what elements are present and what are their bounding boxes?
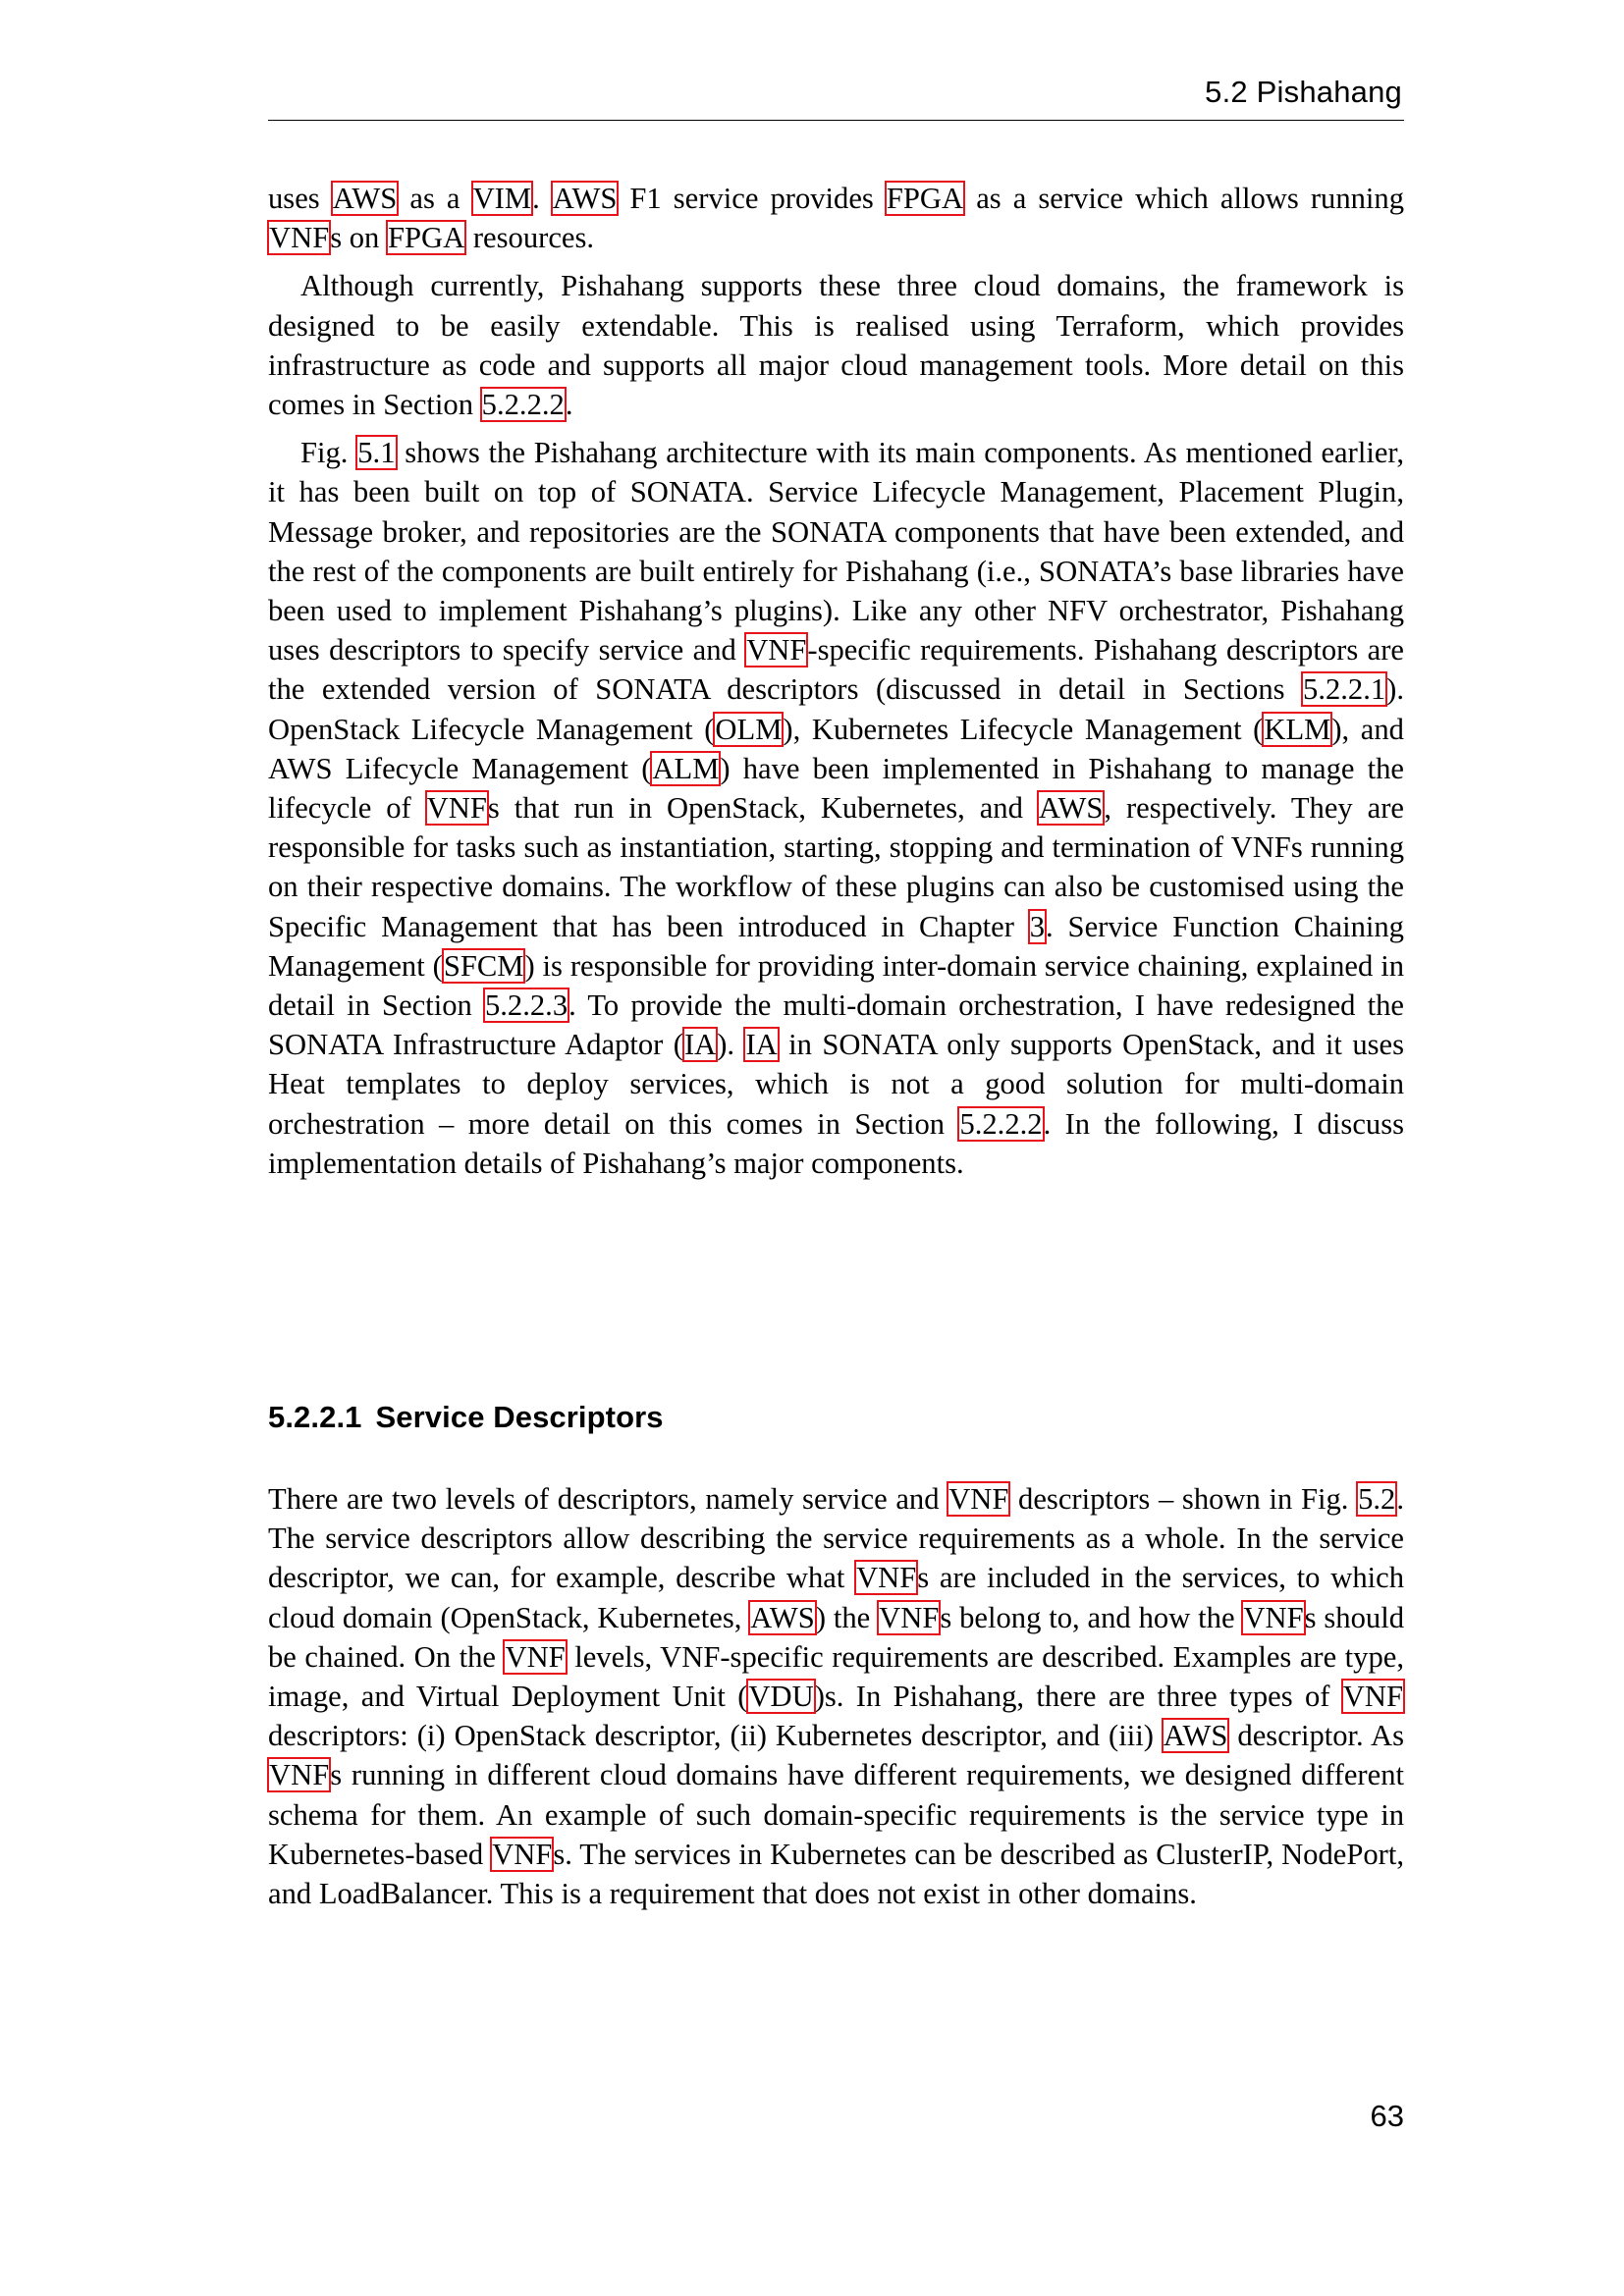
acronym-link-vnf[interactable]: VNF (505, 1639, 566, 1674)
text-span: ), and AWS Lifecycle Management ( (268, 712, 1404, 785)
acronym-link-vnf[interactable]: VNF (879, 1600, 940, 1634)
acronym-link-aws[interactable]: AWS (332, 182, 398, 215)
text-span: s belong to, and how the (940, 1600, 1243, 1634)
text-span: resources. (465, 221, 595, 255)
acronym-link-alm[interactable]: ALM (652, 751, 720, 785)
text-span: Fig. (300, 436, 357, 470)
text-span: s that run in OpenStack, Kubernetes, and (487, 791, 1038, 826)
acronym-link-vnf[interactable]: VNF (269, 221, 330, 255)
text-span: s on (330, 221, 387, 255)
text-span: )s. In Pishahang, there are three types of (814, 1680, 1342, 1714)
text-span: ), Kubernetes Lifecycle Management ( (783, 712, 1264, 746)
acronym-link-vnf[interactable]: VNF (856, 1561, 917, 1595)
figure-link-5-1[interactable]: 5.1 (357, 436, 396, 470)
running-title: 5.2 Pishahang (1205, 75, 1402, 109)
acronym-link-ia[interactable]: IA (745, 1028, 778, 1062)
section-title: Service Descriptors (375, 1400, 664, 1434)
text-span: descriptors: (i) OpenStack descriptor, (ii) Kubernetes descriptor, and (iii) (268, 1719, 1163, 1753)
page-number: 63 (1370, 2099, 1404, 2133)
text-span: ) have been implemented in Pishahang to manage the lifecycle of (268, 751, 1404, 826)
text-span: s running in different cloud domains have different requirements, we designed different schema for them. An example of such domain-specific requirements is the service type in Kubernetes-based (268, 1758, 1404, 1871)
section-number: 5.2.2.1 (268, 1400, 362, 1434)
paragraph-2 (268, 266, 1404, 424)
text-span: . The service descriptors allow describing the service requirements as a whole. In the service descriptor, we can, for example, describe what (268, 1482, 1404, 1595)
acronym-link-fpga[interactable]: FPGA (388, 221, 465, 255)
text-span: . Service Function Chaining Management ( (268, 909, 1404, 983)
text-span: . To provide the multi-domain orchestration, I have redesigned the SONATA Infrastructure Adaptor ( (268, 988, 1404, 1062)
acronym-link-aws[interactable]: AWS (750, 1600, 815, 1634)
text-span: ). OpenStack Lifecycle Management ( (268, 672, 1404, 746)
body-text-lower (268, 1479, 1404, 1922)
text-span: descriptor. As (1228, 1719, 1404, 1753)
acronym-link-vnf[interactable]: VNF (746, 633, 807, 667)
text-span: s. The services in Kubernetes can be described as ClusterIP, NodePort, and LoadBalancer. This is a requirement that does not exist in other domains. (268, 1837, 1405, 1911)
text-span: Although currently, Pishahang supports these three cloud domains, the framework is designed to be easily extendable. This is realised using Terraform, which provides infrastructure as code and supports all major cloud management tools. More detail on this comes in Section (268, 269, 1404, 422)
text-span: There are two levels of descriptors, namely service and (268, 1482, 948, 1516)
section-link-5-2-2-3[interactable]: 5.2.2.3 (484, 988, 568, 1023)
acronym-link-vnf[interactable]: VNF (1243, 1600, 1304, 1634)
section-link-5-2-2-2[interactable]: 5.2.2.2 (959, 1106, 1043, 1141)
text-span: levels, VNF-specific requirements are described. Examples are type, image, and Virtual Deployment Unit ( (268, 1639, 1404, 1714)
text-span: descriptors – shown in Fig. (1009, 1482, 1358, 1516)
figure-link-5-2[interactable]: 5.2 (1358, 1482, 1396, 1516)
acronym-link-ia[interactable]: IA (683, 1028, 717, 1062)
acronym-link-klm[interactable]: KLM (1264, 712, 1331, 746)
acronym-link-olm[interactable]: OLM (715, 712, 783, 746)
text-span: as a (398, 182, 472, 215)
acronym-link-vnf[interactable]: VNF (1342, 1680, 1403, 1714)
text-span: -specific requirements. Pishahang descriptors are the extended version of SONATA descriptors (discussed in detail in Sections (268, 633, 1404, 707)
text-span: as a service which allows running (964, 182, 1405, 215)
acronym-link-vdu[interactable]: VDU (748, 1680, 814, 1714)
text-span: . In the following, I discuss implementation details of Pishahang’s major components. (268, 1106, 1405, 1180)
running-header (268, 75, 1404, 121)
chapter-link-3[interactable]: 3 (1029, 909, 1046, 943)
section-heading (268, 1400, 664, 1435)
section-link-5-2-2-2[interactable]: 5.2.2.2 (481, 388, 565, 422)
text-span: s should be chained. On the (268, 1600, 1404, 1674)
text-span: in SONATA only supports OpenStack, and it uses Heat templates to deploy services, which is not a good solution for multi-domain orchestration – more detail on this comes in Section (268, 1028, 1405, 1141)
paragraph-1 (268, 179, 1404, 257)
text-span: uses (268, 182, 332, 215)
acronym-link-vim[interactable]: VIM (472, 182, 532, 215)
text-span: s are included in the services, to which cloud domain (OpenStack, Kubernetes, (268, 1561, 1404, 1634)
acronym-link-vnf[interactable]: VNF (492, 1837, 553, 1871)
acronym-link-sfcm[interactable]: SFCM (443, 948, 524, 983)
paragraph-3 (268, 433, 1404, 1183)
section-link-5-2-2-1[interactable]: 5.2.2.1 (1303, 672, 1386, 707)
text-span: . (565, 388, 573, 422)
text-span: F1 service provides (618, 182, 886, 215)
text-span: shows the Pishahang architecture with its main components. As mentioned earlier, it has been built on top of SONATA. Service Lifecycle Management, Placement Plugin, Message broker, and repositories are the SONATA components that have been extended, and the rest of the components are built entirely for Pishahang (i.e., SONATA’s base libraries have been used to implement Pishahang’s plugins). Like any other NFV orchestrator, Pishahang uses descriptors to specify service and (268, 436, 1405, 667)
acronym-link-aws[interactable]: AWS (552, 182, 618, 215)
paragraph-4 (268, 1479, 1404, 1913)
acronym-link-fpga[interactable]: FPGA (886, 182, 964, 215)
acronym-link-aws[interactable]: AWS (1163, 1719, 1228, 1753)
acronym-link-vnf[interactable]: VNF (948, 1482, 1009, 1516)
text-span: , respectively. They are responsible for tasks such as instantiation, starting, stopping and termination of VNFs running on their respective domains. The workflow of these plugins can also be customised using the Specific Management that has been introduced in Chapter (268, 791, 1404, 943)
text-span: ) is responsible for providing inter-domain service chaining, explained in detail in Section (268, 948, 1404, 1023)
text-span: ). (717, 1028, 745, 1062)
acronym-link-vnf[interactable]: VNF (426, 791, 487, 826)
text-span: . (532, 182, 552, 215)
acronym-link-aws[interactable]: AWS (1038, 791, 1104, 826)
text-span: ) the (815, 1600, 879, 1634)
body-text-upper (268, 179, 1404, 1192)
acronym-link-vnf[interactable]: VNF (269, 1758, 330, 1792)
